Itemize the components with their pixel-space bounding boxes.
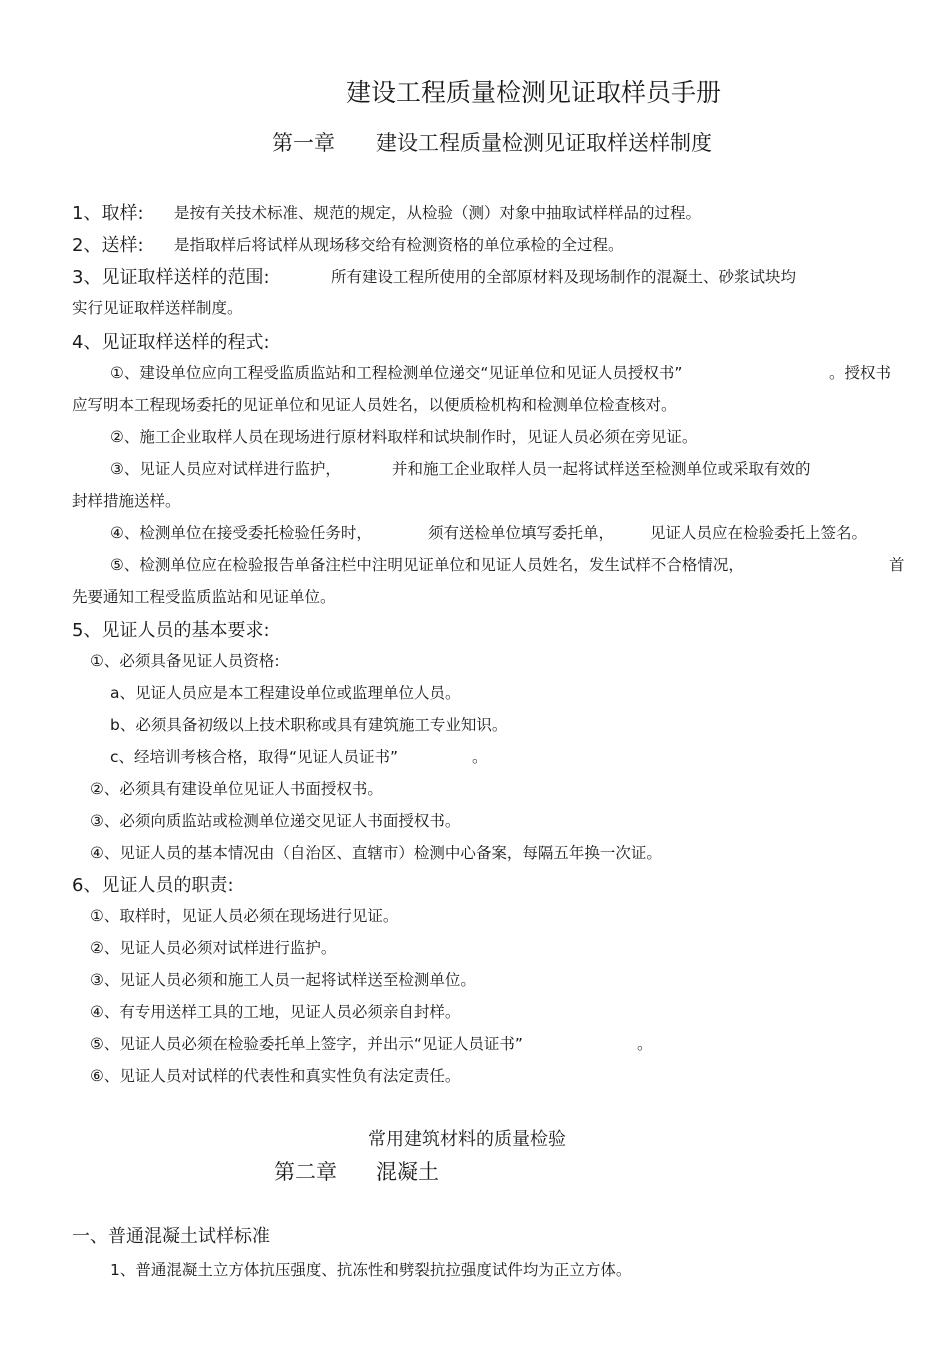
item6-d2: ②、见证人员必须对试样进行监护。 xyxy=(90,939,337,957)
item4-p5-tail: 首 xyxy=(889,556,905,574)
item4-p3-cont: 封样措施送样。 xyxy=(72,492,181,510)
item6-d5: ⑤、见证人员必须在检验委托单上签字，并出示“见证人员证书” xyxy=(90,1035,523,1053)
item6-d3: ③、见证人员必须和施工人员一起将试样送至检测单位。 xyxy=(90,971,476,989)
item4-p4: ④、检测单位在接受委托检验任务时， xyxy=(110,524,372,542)
item5-r3: ③、必须向质监站或检测单位递交见证人书面授权书。 xyxy=(90,812,461,830)
item2-text: 是指取样后将试样从现场移交给有检测资格的单位承检的全过程。 xyxy=(174,236,624,254)
item4-p3-mid: 并和施工企业取样人员一起将试样送至检测单位或采取有效的 xyxy=(392,460,811,478)
chapter2-title: 混凝土 xyxy=(376,1160,439,1184)
item4-p1-tail: 。授权书 xyxy=(829,364,892,382)
item5-r1c-tail: 。 xyxy=(472,748,488,766)
item5-r1: ①、必须具备见证人员资格: xyxy=(90,652,280,670)
chapter1-label: 第一章 xyxy=(272,131,335,155)
item5-r1b: b、必须具备初级以上技术职称或具有建筑施工专业知识。 xyxy=(110,716,508,734)
item5-r1a: a、见证人员应是本工程建设单位或监理单位人员。 xyxy=(110,684,461,702)
item1-text: 是按有关技术标准、规范的规定，从检验（测）对象中抽取试样样品的过程。 xyxy=(174,204,702,222)
item4-p5: ⑤、检测单位应在检验报告单备注栏中注明见证单位和见证人员姓名，发生试样不合格情况， xyxy=(110,556,744,574)
item4-p4-mid: 须有送检单位填写委托单， xyxy=(428,524,615,542)
item6-d6: ⑥、见证人员对试样的代表性和真实性负有法定责任。 xyxy=(90,1067,461,1085)
item6-d4: ④、有专用送样工具的工地，见证人员必须亲自封样。 xyxy=(90,1003,461,1021)
item3-text: 所有建设工程所使用的全部原材料及现场制作的混凝土、砂浆试块均 xyxy=(331,268,797,286)
item6-d1: ①、取样时，见证人员必须在现场进行见证。 xyxy=(90,907,399,925)
sub1-p1: 1、普通混凝土立方体抗压强度、抗冻性和劈裂抗拉强度试件均为正立方体。 xyxy=(110,1261,632,1279)
item4-p2: ②、施工企业取样人员在现场进行原材料取样和试块制作时，见证人员必须在旁见证。 xyxy=(110,428,698,446)
item5-head: 5、见证人员的基本要求: xyxy=(72,620,270,641)
item6-head: 6、见证人员的职责: xyxy=(72,875,234,896)
item3-head: 3、见证取样送样的范围: xyxy=(72,267,270,288)
item4-p3: ③、见证人员应对试样进行监护， xyxy=(110,460,341,478)
item4-p1: ①、建设单位应向工程受监质监站和工程检测单位递交“见证单位和见证人员授权书” xyxy=(110,364,683,382)
chapter1-title: 建设工程质量检测见证取样送样制度 xyxy=(376,131,712,155)
item3-text-cont: 实行见证取样送样制度。 xyxy=(72,299,243,317)
chapter2-label: 第二章 xyxy=(274,1160,337,1184)
item5-r2: ②、必须具有建设单位见证人书面授权书。 xyxy=(90,780,383,798)
item1-head: 1、取样: xyxy=(72,203,144,224)
item4-p4-end: 见证人员应在检验委托上签名。 xyxy=(650,524,868,542)
item5-r1c: c、经培训考核合格，取得“见证人员证书” xyxy=(110,748,399,766)
item6-d5-tail: 。 xyxy=(637,1035,653,1053)
item4-p5-cont: 先要通知工程受监质监站和见证单位。 xyxy=(72,588,336,606)
item4-p1-cont: 应写明本工程现场委托的见证单位和见证人员姓名，以便质检机构和检测单位检查核对。 xyxy=(72,396,677,414)
item4-head: 4、见证取样送样的程式: xyxy=(72,332,270,353)
item2-head: 2、送样: xyxy=(72,235,144,256)
document-title: 建设工程质量检测见证取样员手册 xyxy=(346,78,722,107)
section2-title: 常用建筑材料的质量检验 xyxy=(368,1129,566,1150)
item5-r4: ④、见证人员的基本情况由（自治区、直辖市）检测中心备案，每隔五年换一次证。 xyxy=(90,844,662,862)
sub1-heading: 一、普通混凝土试样标准 xyxy=(72,1226,270,1247)
